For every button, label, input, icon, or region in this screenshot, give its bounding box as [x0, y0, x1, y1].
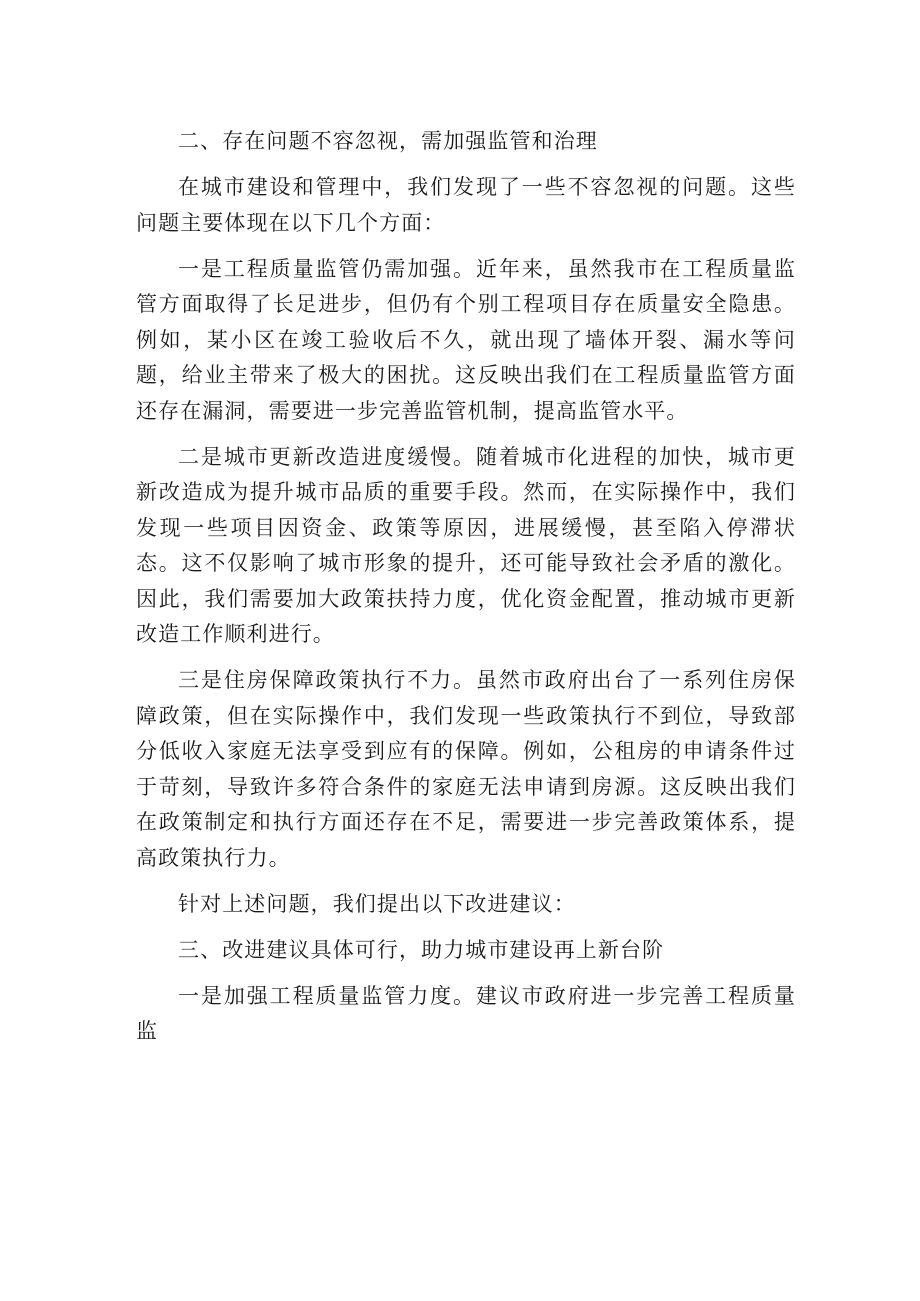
paragraph-housing-security: 三是住房保障政策执行不力。虽然市政府出台了一系列住房保障政策，但在实际操作中，我们发现一些政策执行不到位，导致部分低收入家庭无法享受到应有的保障。例如，公租房的申请条件过于苛刻，导致许多符合条件的家庭无法申请到房源。这反映出我们在政策制定和执行方面还存在不足，需要进一步完善政策体系，提高政策执行力。	[136, 668, 796, 870]
paragraph-quality-supervision: 一是工程质量监管仍需加强。近年来，虽然我市在工程质量监管方面取得了长足进步，但仍有个别工程项目存在质量安全隐患。例如，某小区在竣工验收后不久，就出现了墙体开裂、漏水等问题，给业主带来了极大的困扰。这反映出我们在工程质量监管方面还存在漏洞，需要进一步完善监管机制，提高监管水平。	[136, 256, 796, 423]
document-body	[136, 124, 796, 1060]
paragraph-suggestion-1: 一是加强工程质量监管力度。建议市政府进一步完善工程质量监	[136, 983, 796, 1043]
section-heading-problems: 二、存在问题不容忽视，需加强监管和治理	[178, 129, 598, 153]
paragraph-intro: 在城市建设和管理中，我们发现了一些不容忽视的问题。这些问题主要体现在以下几个方面：	[136, 175, 796, 235]
section-heading-suggestions: 三、改进建议具体可行，助力城市建设再上新台阶	[178, 937, 665, 962]
paragraph-transition: 针对上述问题，我们提出以下改进建议：	[178, 891, 576, 916]
paragraph-urban-renewal: 二是城市更新改造进度缓慢。随着城市化进程的加快，城市更新改造成为提升城市品质的重要手段。然而，在实际操作中，我们发现一些项目因资金、政策等原因，进展缓慢，甚至陷入停滞状态。这不仅影响了城市形象的提升，还可能导致社会矛盾的激化。因此，我们需要加大政策扶持力度，优化资金配置，推动城市更新改造工作顺利进行。	[136, 444, 796, 646]
